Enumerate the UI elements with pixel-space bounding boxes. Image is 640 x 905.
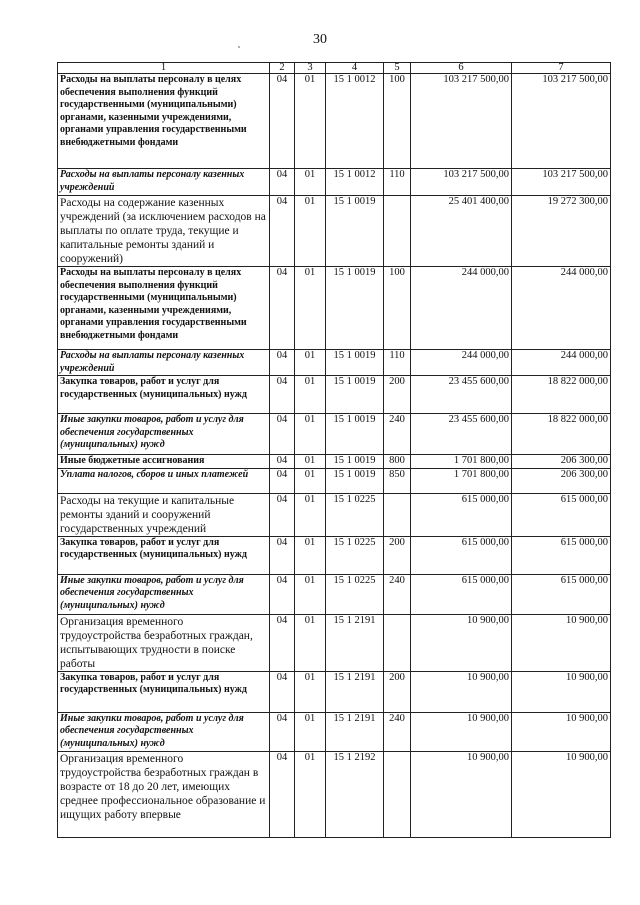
section-cell: 04 [270, 414, 295, 455]
table-row [58, 455, 611, 469]
subsection-cell: 01 [295, 493, 326, 536]
subsection-cell: 01 [295, 169, 326, 196]
table-row [58, 468, 611, 493]
header-cell: 5 [384, 63, 411, 74]
amount-year2-cell: 10 900,00 [512, 712, 611, 751]
subsection-cell: 01 [295, 574, 326, 614]
amount-year1-cell: 1 701 800,00 [411, 455, 512, 469]
amount-year2-cell: 10 900,00 [512, 671, 611, 712]
amount-year2-cell: 103 217 500,00 [512, 169, 611, 196]
table-row [58, 614, 611, 671]
amount-year1-cell: 103 217 500,00 [411, 169, 512, 196]
amount-year2-cell: 244 000,00 [512, 267, 611, 350]
expense-type-cell: 800 [384, 455, 411, 469]
amount-year1-cell: 1 701 800,00 [411, 468, 512, 493]
section-cell: 04 [270, 712, 295, 751]
header-row [58, 63, 611, 74]
amount-year1-cell: 10 900,00 [411, 614, 512, 671]
budget-table [57, 62, 611, 838]
table-row [58, 751, 611, 837]
table-row [58, 169, 611, 196]
target-article-cell: 15 1 0019 [326, 455, 384, 469]
page-number: 30 [313, 32, 327, 47]
expense-type-cell: 100 [384, 74, 411, 169]
expense-type-cell: 100 [384, 267, 411, 350]
amount-year1-cell: 244 000,00 [411, 350, 512, 376]
header-cell: 2 [270, 63, 295, 74]
amount-year2-cell: 103 217 500,00 [512, 74, 611, 169]
row-name-cell: Расходы на текущие и капитальные ремонты зданий и сооружений государственных учреждений [58, 493, 270, 536]
subsection-cell: 01 [295, 455, 326, 469]
expense-type-cell: 240 [384, 414, 411, 455]
header-cell: 1 [58, 63, 270, 74]
target-article-cell: 15 1 0019 [326, 468, 384, 493]
target-article-cell: 15 1 0225 [326, 574, 384, 614]
amount-year2-cell: 615 000,00 [512, 536, 611, 574]
expense-type-cell: 850 [384, 468, 411, 493]
target-article-cell: 15 1 0012 [326, 169, 384, 196]
section-cell: 04 [270, 74, 295, 169]
amount-year2-cell: 206 300,00 [512, 468, 611, 493]
amount-year1-cell: 25 401 400,00 [411, 196, 512, 267]
header-cell: 4 [326, 63, 384, 74]
amount-year1-cell: 103 217 500,00 [411, 74, 512, 169]
amount-year2-cell: 10 900,00 [512, 614, 611, 671]
amount-year2-cell: 18 822 000,00 [512, 414, 611, 455]
section-cell: 04 [270, 671, 295, 712]
section-cell: 04 [270, 614, 295, 671]
amount-year1-cell: 10 900,00 [411, 712, 512, 751]
row-name-cell: Уплата налогов, сборов и иных платежей [58, 468, 270, 493]
target-article-cell: 15 1 0019 [326, 350, 384, 376]
table-row [58, 712, 611, 751]
table-row [58, 414, 611, 455]
amount-year1-cell: 10 900,00 [411, 751, 512, 837]
table-row [58, 536, 611, 574]
expense-type-cell: 200 [384, 671, 411, 712]
table-row [58, 350, 611, 376]
amount-year2-cell: 18 822 000,00 [512, 376, 611, 414]
header-cell: 6 [411, 63, 512, 74]
row-name-cell: Организация временного трудоустройства безработных граждан, испытывающих трудности в поиске работы [58, 614, 270, 671]
target-article-cell: 15 1 2191 [326, 614, 384, 671]
table-row [58, 574, 611, 614]
expense-type-cell: 240 [384, 712, 411, 751]
section-cell: 04 [270, 455, 295, 469]
expense-type-cell [384, 614, 411, 671]
row-name-cell: Закупка товаров, работ и услуг для государственных (муниципальных) нужд [58, 536, 270, 574]
row-name-cell: Расходы на выплаты персоналу в целях обеспечения выполнения функций государственными (муниципальными) органами, казенными учреждениями, органами управления государственными внебюджетными фондами [58, 267, 270, 350]
row-name-cell: Закупка товаров, работ и услуг для государственных (муниципальных) нужд [58, 376, 270, 414]
section-cell: 04 [270, 350, 295, 376]
target-article-cell: 15 1 0019 [326, 414, 384, 455]
expense-type-cell: 200 [384, 376, 411, 414]
row-name-cell: Расходы на содержание казенных учреждений (за исключением расходов на выплаты по оплате труда, текущие и капитальные ремонты зданий и сооружений) [58, 196, 270, 267]
table-row [58, 196, 611, 267]
target-article-cell: 15 1 0019 [326, 267, 384, 350]
subsection-cell: 01 [295, 751, 326, 837]
subsection-cell: 01 [295, 414, 326, 455]
amount-year2-cell: 206 300,00 [512, 455, 611, 469]
amount-year2-cell: 615 000,00 [512, 574, 611, 614]
header-cell: 7 [512, 63, 611, 74]
row-name-cell: Расходы на выплаты персоналу в целях обеспечения выполнения функций государственными (муниципальными) органами, казенными учреждениями, органами управления государственными внебюджетными фондами [58, 74, 270, 169]
amount-year1-cell: 10 900,00 [411, 671, 512, 712]
amount-year2-cell: 19 272 300,00 [512, 196, 611, 267]
row-name-cell: Иные закупки товаров, работ и услуг для обеспечения государственных (муниципальных) нужд [58, 574, 270, 614]
section-cell: 04 [270, 751, 295, 837]
table-row [58, 376, 611, 414]
table-body [58, 74, 611, 838]
header-cell: 3 [295, 63, 326, 74]
section-cell: 04 [270, 376, 295, 414]
target-article-cell: 15 1 2191 [326, 712, 384, 751]
subsection-cell: 01 [295, 267, 326, 350]
section-cell: 04 [270, 536, 295, 574]
target-article-cell: 15 1 0225 [326, 536, 384, 574]
target-article-cell: 15 1 2192 [326, 751, 384, 837]
section-cell: 04 [270, 574, 295, 614]
expense-type-cell [384, 493, 411, 536]
target-article-cell: 15 1 0019 [326, 376, 384, 414]
section-cell: 04 [270, 169, 295, 196]
table-row [58, 671, 611, 712]
amount-year2-cell: 10 900,00 [512, 751, 611, 837]
amount-year1-cell: 23 455 600,00 [411, 414, 512, 455]
amount-year1-cell: 244 000,00 [411, 267, 512, 350]
subsection-cell: 01 [295, 536, 326, 574]
target-article-cell: 15 1 0019 [326, 196, 384, 267]
row-name-cell: Закупка товаров, работ и услуг для государственных (муниципальных) нужд [58, 671, 270, 712]
section-cell: 04 [270, 493, 295, 536]
row-name-cell: Иные закупки товаров, работ и услуг для обеспечения государственных (муниципальных) нужд [58, 712, 270, 751]
row-name-cell: Организация временного трудоустройства безработных граждан в возрасте от 18 до 20 лет, имеющих среднее профессиональное образование и ищущих работу впервые [58, 751, 270, 837]
target-article-cell: 15 1 0225 [326, 493, 384, 536]
scan-speck [238, 46, 240, 48]
expense-type-cell [384, 751, 411, 837]
subsection-cell: 01 [295, 196, 326, 267]
expense-type-cell: 200 [384, 536, 411, 574]
table-row [58, 267, 611, 350]
subsection-cell: 01 [295, 468, 326, 493]
subsection-cell: 01 [295, 350, 326, 376]
expense-type-cell: 240 [384, 574, 411, 614]
expense-type-cell: 110 [384, 350, 411, 376]
row-name-cell: Расходы на выплаты персоналу казенных учреждений [58, 350, 270, 376]
section-cell: 04 [270, 267, 295, 350]
section-cell: 04 [270, 468, 295, 493]
row-name-cell: Расходы на выплаты персоналу казенных учреждений [58, 169, 270, 196]
table-row [58, 74, 611, 169]
subsection-cell: 01 [295, 376, 326, 414]
expense-type-cell: 110 [384, 169, 411, 196]
target-article-cell: 15 1 2191 [326, 671, 384, 712]
expense-type-cell [384, 196, 411, 267]
subsection-cell: 01 [295, 671, 326, 712]
amount-year1-cell: 615 000,00 [411, 574, 512, 614]
subsection-cell: 01 [295, 74, 326, 169]
amount-year1-cell: 615 000,00 [411, 493, 512, 536]
section-cell: 04 [270, 196, 295, 267]
subsection-cell: 01 [295, 712, 326, 751]
subsection-cell: 01 [295, 614, 326, 671]
amount-year2-cell: 244 000,00 [512, 350, 611, 376]
amount-year1-cell: 23 455 600,00 [411, 376, 512, 414]
table-row [58, 493, 611, 536]
amount-year2-cell: 615 000,00 [512, 493, 611, 536]
row-name-cell: Иные бюджетные ассигнования [58, 455, 270, 469]
amount-year1-cell: 615 000,00 [411, 536, 512, 574]
target-article-cell: 15 1 0012 [326, 74, 384, 169]
row-name-cell: Иные закупки товаров, работ и услуг для обеспечения государственных (муниципальных) нужд [58, 414, 270, 455]
